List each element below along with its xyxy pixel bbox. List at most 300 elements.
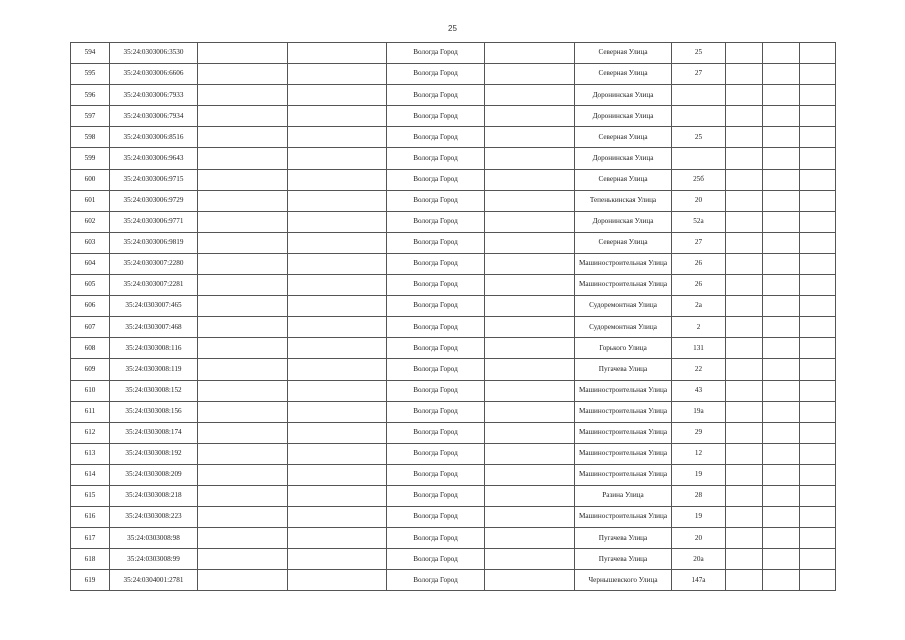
empty-cell (198, 507, 288, 528)
empty-cell (726, 43, 763, 64)
empty-cell (198, 401, 288, 422)
house-number: 20 (672, 528, 726, 549)
cadastral-number: 35:24:0303006:7934 (110, 106, 198, 127)
empty-cell (726, 443, 763, 464)
house-number: 20а (672, 549, 726, 570)
street: Судоремонтная Улица (575, 296, 672, 317)
empty-cell (198, 85, 288, 106)
empty-cell (763, 485, 800, 506)
empty-cell (763, 443, 800, 464)
house-number (672, 148, 726, 169)
empty-cell (288, 106, 387, 127)
street: Горького Улица (575, 338, 672, 359)
row-number: 609 (71, 359, 110, 380)
cadastral-number: 35:24:0303008:99 (110, 549, 198, 570)
cadastral-number: 35:24:0303006:9643 (110, 148, 198, 169)
empty-cell (485, 528, 575, 549)
empty-cell (726, 296, 763, 317)
settlement: Вологда Город (387, 127, 485, 148)
row-number: 616 (71, 507, 110, 528)
empty-cell (726, 485, 763, 506)
cadastral-number: 35:24:0303006:8516 (110, 127, 198, 148)
empty-cell (763, 338, 800, 359)
empty-cell (763, 169, 800, 190)
empty-cell (763, 211, 800, 232)
empty-cell (288, 232, 387, 253)
empty-cell (726, 127, 763, 148)
house-number: 25 (672, 127, 726, 148)
table-row (71, 485, 836, 506)
cadastral-number: 35:24:0303006:3530 (110, 43, 198, 64)
settlement: Вологда Город (387, 211, 485, 232)
house-number: 19 (672, 507, 726, 528)
house-number: 27 (672, 232, 726, 253)
empty-cell (763, 380, 800, 401)
street: Пугачева Улица (575, 549, 672, 570)
empty-cell (288, 528, 387, 549)
table-row (71, 549, 836, 570)
empty-cell (288, 64, 387, 85)
street: Тепенькинская Улица (575, 190, 672, 211)
empty-cell (800, 127, 836, 148)
empty-cell (288, 85, 387, 106)
cadastral-number: 35:24:0303007:2281 (110, 275, 198, 296)
empty-cell (800, 549, 836, 570)
house-number: 12 (672, 443, 726, 464)
empty-cell (726, 106, 763, 127)
empty-cell (288, 169, 387, 190)
empty-cell (198, 148, 288, 169)
empty-cell (726, 64, 763, 85)
table-row (71, 317, 836, 338)
cadastral-number: 35:24:0303007:465 (110, 296, 198, 317)
house-number: 20 (672, 190, 726, 211)
empty-cell (726, 317, 763, 338)
street: Машиностроительная Улица (575, 422, 672, 443)
empty-cell (485, 443, 575, 464)
empty-cell (800, 296, 836, 317)
empty-cell (288, 485, 387, 506)
table-row (71, 106, 836, 127)
empty-cell (800, 528, 836, 549)
house-number: 28 (672, 485, 726, 506)
empty-cell (288, 464, 387, 485)
empty-cell (800, 401, 836, 422)
street: Машиностроительная Улица (575, 401, 672, 422)
table-row (71, 359, 836, 380)
table-row (71, 507, 836, 528)
empty-cell (726, 422, 763, 443)
empty-cell (485, 232, 575, 253)
settlement: Вологда Город (387, 507, 485, 528)
settlement: Вологда Город (387, 275, 485, 296)
house-number: 27 (672, 64, 726, 85)
empty-cell (485, 169, 575, 190)
row-number: 595 (71, 64, 110, 85)
empty-cell (800, 64, 836, 85)
empty-cell (198, 485, 288, 506)
settlement: Вологда Город (387, 43, 485, 64)
empty-cell (800, 148, 836, 169)
settlement: Вологда Город (387, 232, 485, 253)
settlement: Вологда Город (387, 443, 485, 464)
empty-cell (726, 169, 763, 190)
empty-cell (288, 127, 387, 148)
house-number (672, 106, 726, 127)
row-number: 601 (71, 190, 110, 211)
table-row (71, 64, 836, 85)
row-number: 604 (71, 253, 110, 274)
row-number: 619 (71, 570, 110, 591)
empty-cell (763, 549, 800, 570)
table-row (71, 275, 836, 296)
empty-cell (726, 211, 763, 232)
empty-cell (726, 570, 763, 591)
row-number: 596 (71, 85, 110, 106)
empty-cell (288, 296, 387, 317)
settlement: Вологда Город (387, 169, 485, 190)
empty-cell (800, 43, 836, 64)
empty-cell (485, 359, 575, 380)
empty-cell (726, 275, 763, 296)
cadastral-number: 35:24:0303006:7933 (110, 85, 198, 106)
table-row (71, 380, 836, 401)
empty-cell (485, 317, 575, 338)
empty-cell (288, 380, 387, 401)
table-row (71, 464, 836, 485)
cadastral-number: 35:24:0303008:223 (110, 507, 198, 528)
empty-cell (198, 106, 288, 127)
settlement: Вологда Город (387, 190, 485, 211)
house-number: 2 (672, 317, 726, 338)
empty-cell (198, 359, 288, 380)
empty-cell (800, 211, 836, 232)
settlement: Вологда Город (387, 464, 485, 485)
settlement: Вологда Город (387, 317, 485, 338)
street: Северная Улица (575, 64, 672, 85)
empty-cell (763, 253, 800, 274)
cadastral-table (70, 42, 836, 591)
cadastral-number: 35:24:0303006:9729 (110, 190, 198, 211)
empty-cell (198, 275, 288, 296)
house-number: 2а (672, 296, 726, 317)
cadastral-number: 35:24:0303008:218 (110, 485, 198, 506)
house-number: 52а (672, 211, 726, 232)
empty-cell (763, 296, 800, 317)
empty-cell (288, 253, 387, 274)
street: Машиностроительная Улица (575, 443, 672, 464)
table-body (71, 43, 836, 591)
table-row (71, 401, 836, 422)
empty-cell (198, 296, 288, 317)
settlement: Вологда Город (387, 380, 485, 401)
empty-cell (288, 43, 387, 64)
empty-cell (800, 464, 836, 485)
street: Машиностроительная Улица (575, 275, 672, 296)
street: Пугачева Улица (575, 528, 672, 549)
house-number: 25 (672, 43, 726, 64)
house-number: 147а (672, 570, 726, 591)
empty-cell (288, 549, 387, 570)
empty-cell (485, 64, 575, 85)
empty-cell (485, 401, 575, 422)
table-row (71, 253, 836, 274)
settlement: Вологда Город (387, 296, 485, 317)
empty-cell (800, 570, 836, 591)
empty-cell (763, 317, 800, 338)
settlement: Вологда Город (387, 485, 485, 506)
empty-cell (288, 359, 387, 380)
cadastral-number: 35:24:0304001:2781 (110, 570, 198, 591)
cadastral-number: 35:24:0303008:116 (110, 338, 198, 359)
empty-cell (800, 275, 836, 296)
empty-cell (485, 85, 575, 106)
empty-cell (485, 422, 575, 443)
row-number: 603 (71, 232, 110, 253)
house-number: 25б (672, 169, 726, 190)
empty-cell (763, 106, 800, 127)
row-number: 607 (71, 317, 110, 338)
empty-cell (198, 211, 288, 232)
empty-cell (198, 380, 288, 401)
house-number: 26 (672, 275, 726, 296)
empty-cell (485, 380, 575, 401)
empty-cell (198, 232, 288, 253)
empty-cell (763, 275, 800, 296)
row-number: 611 (71, 401, 110, 422)
empty-cell (198, 43, 288, 64)
cadastral-number: 35:24:0303007:468 (110, 317, 198, 338)
empty-cell (288, 275, 387, 296)
table-row (71, 443, 836, 464)
empty-cell (726, 464, 763, 485)
empty-cell (198, 127, 288, 148)
empty-cell (800, 317, 836, 338)
empty-cell (288, 422, 387, 443)
empty-cell (800, 422, 836, 443)
empty-cell (198, 190, 288, 211)
row-number: 614 (71, 464, 110, 485)
page-number: 25 (448, 24, 457, 33)
empty-cell (485, 549, 575, 570)
settlement: Вологда Город (387, 359, 485, 380)
empty-cell (763, 127, 800, 148)
table-row (71, 422, 836, 443)
empty-cell (726, 148, 763, 169)
row-number: 600 (71, 169, 110, 190)
empty-cell (485, 211, 575, 232)
empty-cell (763, 43, 800, 64)
empty-cell (198, 253, 288, 274)
empty-cell (763, 422, 800, 443)
empty-cell (763, 359, 800, 380)
empty-cell (485, 570, 575, 591)
settlement: Вологда Город (387, 549, 485, 570)
table-row (71, 211, 836, 232)
table-row (71, 169, 836, 190)
row-number: 605 (71, 275, 110, 296)
empty-cell (800, 169, 836, 190)
empty-cell (485, 485, 575, 506)
empty-cell (485, 148, 575, 169)
cadastral-number: 35:24:0303008:156 (110, 401, 198, 422)
empty-cell (726, 85, 763, 106)
cadastral-number: 35:24:0303007:2280 (110, 253, 198, 274)
row-number: 615 (71, 485, 110, 506)
house-number: 29 (672, 422, 726, 443)
house-number: 22 (672, 359, 726, 380)
empty-cell (763, 190, 800, 211)
row-number: 597 (71, 106, 110, 127)
street: Машиностроительная Улица (575, 253, 672, 274)
row-number: 598 (71, 127, 110, 148)
settlement: Вологда Город (387, 106, 485, 127)
empty-cell (763, 464, 800, 485)
empty-cell (726, 507, 763, 528)
street: Машиностроительная Улица (575, 507, 672, 528)
empty-cell (726, 549, 763, 570)
settlement: Вологда Город (387, 401, 485, 422)
house-number: 26 (672, 253, 726, 274)
street: Доронинская Улица (575, 211, 672, 232)
row-number: 610 (71, 380, 110, 401)
house-number: 43 (672, 380, 726, 401)
empty-cell (198, 570, 288, 591)
row-number: 617 (71, 528, 110, 549)
settlement: Вологда Город (387, 338, 485, 359)
cadastral-number: 35:24:0303008:174 (110, 422, 198, 443)
street: Разина Улица (575, 485, 672, 506)
house-number: 19а (672, 401, 726, 422)
table-row (71, 43, 836, 64)
empty-cell (485, 253, 575, 274)
empty-cell (485, 507, 575, 528)
row-number: 599 (71, 148, 110, 169)
empty-cell (288, 507, 387, 528)
empty-cell (485, 464, 575, 485)
table-row (71, 232, 836, 253)
table-row (71, 190, 836, 211)
cadastral-number: 35:24:0303008:152 (110, 380, 198, 401)
table-row (71, 148, 836, 169)
empty-cell (198, 169, 288, 190)
empty-cell (726, 401, 763, 422)
table-row (71, 127, 836, 148)
empty-cell (288, 211, 387, 232)
table-row (71, 296, 836, 317)
row-number: 602 (71, 211, 110, 232)
row-number: 608 (71, 338, 110, 359)
row-number: 606 (71, 296, 110, 317)
row-number: 613 (71, 443, 110, 464)
empty-cell (800, 507, 836, 528)
empty-cell (485, 296, 575, 317)
empty-cell (763, 570, 800, 591)
street: Северная Улица (575, 43, 672, 64)
settlement: Вологда Город (387, 64, 485, 85)
empty-cell (288, 148, 387, 169)
empty-cell (800, 359, 836, 380)
empty-cell (198, 528, 288, 549)
empty-cell (726, 190, 763, 211)
empty-cell (763, 507, 800, 528)
empty-cell (198, 464, 288, 485)
settlement: Вологда Город (387, 570, 485, 591)
settlement: Вологда Город (387, 422, 485, 443)
empty-cell (800, 443, 836, 464)
settlement: Вологда Город (387, 253, 485, 274)
row-number: 618 (71, 549, 110, 570)
cadastral-number: 35:24:0303008:119 (110, 359, 198, 380)
empty-cell (198, 549, 288, 570)
row-number: 612 (71, 422, 110, 443)
settlement: Вологда Город (387, 85, 485, 106)
empty-cell (726, 359, 763, 380)
empty-cell (800, 232, 836, 253)
house-number (672, 85, 726, 106)
empty-cell (800, 485, 836, 506)
street: Машиностроительная Улица (575, 464, 672, 485)
table-row (71, 85, 836, 106)
empty-cell (800, 338, 836, 359)
empty-cell (485, 127, 575, 148)
cadastral-number: 35:24:0303006:9715 (110, 169, 198, 190)
empty-cell (288, 190, 387, 211)
empty-cell (726, 338, 763, 359)
empty-cell (485, 106, 575, 127)
street: Судоремонтная Улица (575, 317, 672, 338)
empty-cell (198, 443, 288, 464)
empty-cell (288, 443, 387, 464)
street: Машиностроительная Улица (575, 380, 672, 401)
empty-cell (288, 338, 387, 359)
street: Доронинская Улица (575, 106, 672, 127)
empty-cell (726, 380, 763, 401)
empty-cell (288, 401, 387, 422)
street: Северная Улица (575, 169, 672, 190)
empty-cell (485, 190, 575, 211)
street: Пугачева Улица (575, 359, 672, 380)
empty-cell (726, 528, 763, 549)
cadastral-number: 35:24:0303008:209 (110, 464, 198, 485)
empty-cell (288, 570, 387, 591)
empty-cell (198, 64, 288, 85)
empty-cell (198, 338, 288, 359)
empty-cell (198, 422, 288, 443)
empty-cell (763, 401, 800, 422)
table-row (71, 528, 836, 549)
settlement: Вологда Город (387, 148, 485, 169)
empty-cell (288, 317, 387, 338)
empty-cell (763, 64, 800, 85)
empty-cell (763, 85, 800, 106)
street: Северная Улица (575, 232, 672, 253)
empty-cell (800, 85, 836, 106)
empty-cell (800, 106, 836, 127)
empty-cell (763, 232, 800, 253)
empty-cell (485, 275, 575, 296)
street: Северная Улица (575, 127, 672, 148)
empty-cell (800, 190, 836, 211)
street: Доронинская Улица (575, 85, 672, 106)
cadastral-number: 35:24:0303008:98 (110, 528, 198, 549)
empty-cell (800, 253, 836, 274)
empty-cell (763, 528, 800, 549)
house-number: 131 (672, 338, 726, 359)
house-number: 19 (672, 464, 726, 485)
empty-cell (763, 148, 800, 169)
empty-cell (198, 317, 288, 338)
